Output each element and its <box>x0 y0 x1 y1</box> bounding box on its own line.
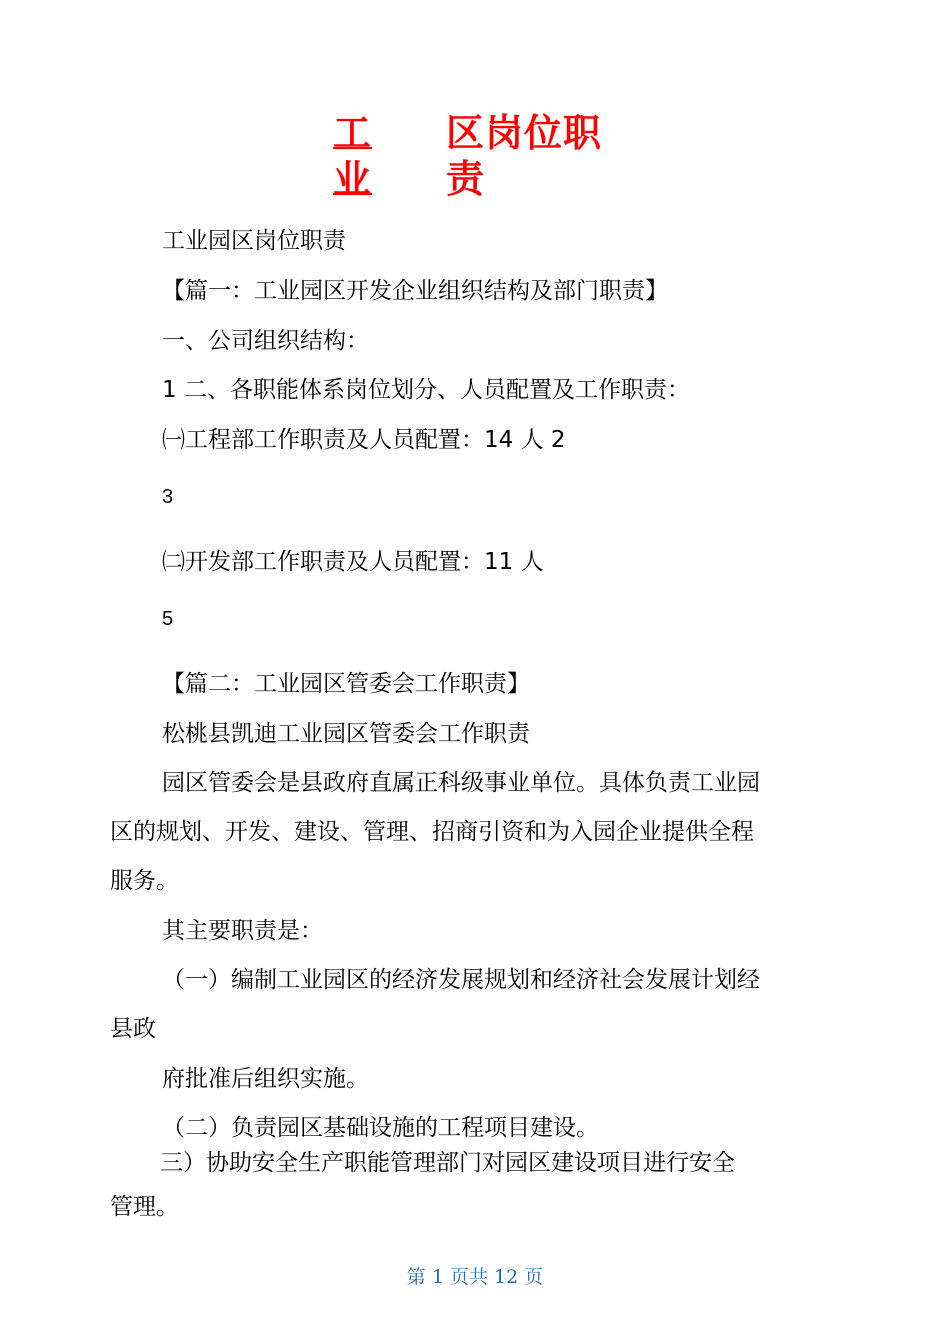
document-title-right <box>446 110 616 202</box>
title-right-line-2: 责 <box>446 157 486 201</box>
title-right-line-1: 区岗位职 <box>446 111 603 155</box>
duty-1-line-3: 府批准后组织实施。 <box>162 1066 369 1092</box>
duty-1-line-2: 县政 <box>110 1016 156 1042</box>
duties-intro: 其主要职责是： <box>162 918 323 944</box>
duty-3-line-1: 三）协助安全生产职能管理部门对园区建设项目进行安全 <box>160 1150 735 1176</box>
paragraph-1-line-2: 区的规划、开发、建设、管理、招商引资和为入园企业提供全程 <box>110 819 754 845</box>
duty-1-line-1: （一）编制工业园区的经济发展规划和经济社会发展计划经 <box>162 967 760 993</box>
paragraph-1-line-3: 服务。 <box>110 868 179 894</box>
title-left-line-2: 业 <box>333 157 373 201</box>
page-ref-5: 5 <box>162 608 174 630</box>
page-footer: 第 1 页共 12 页 <box>406 1266 544 1288</box>
duty-2: （二）负责园区基础设施的工程项目建设。 <box>162 1115 599 1141</box>
paragraph-1-line-1: 园区管委会是县政府直属正科级事业单位。具体负责工业园 <box>162 770 760 796</box>
duty-3-line-2: 管理。 <box>110 1194 179 1220</box>
title-left-line-1: 工 <box>333 111 373 155</box>
item-development-dept: ㈡开发部工作职责及人员配置：11 人 <box>162 549 544 575</box>
item-engineering-dept: ㈠工程部工作职责及人员配置：14 人 2 <box>162 427 566 453</box>
section-org-structure: 一、公司组织结构： <box>162 328 369 354</box>
document-subtitle: 工业园区岗位职责 <box>162 228 346 254</box>
document-title-left <box>333 110 377 202</box>
committee-title: 松桃县凯迪工业园区管委会工作职责 <box>162 721 530 747</box>
page-ref-3: 3 <box>162 486 174 508</box>
part2-heading: 【篇二：工业园区管委会工作职责】 <box>162 671 530 697</box>
part1-heading: 【篇一：工业园区开发企业组织结构及部门职责】 <box>162 278 668 304</box>
section-job-division: 1 二、各职能体系岗位划分、人员配置及工作职责： <box>162 377 690 403</box>
